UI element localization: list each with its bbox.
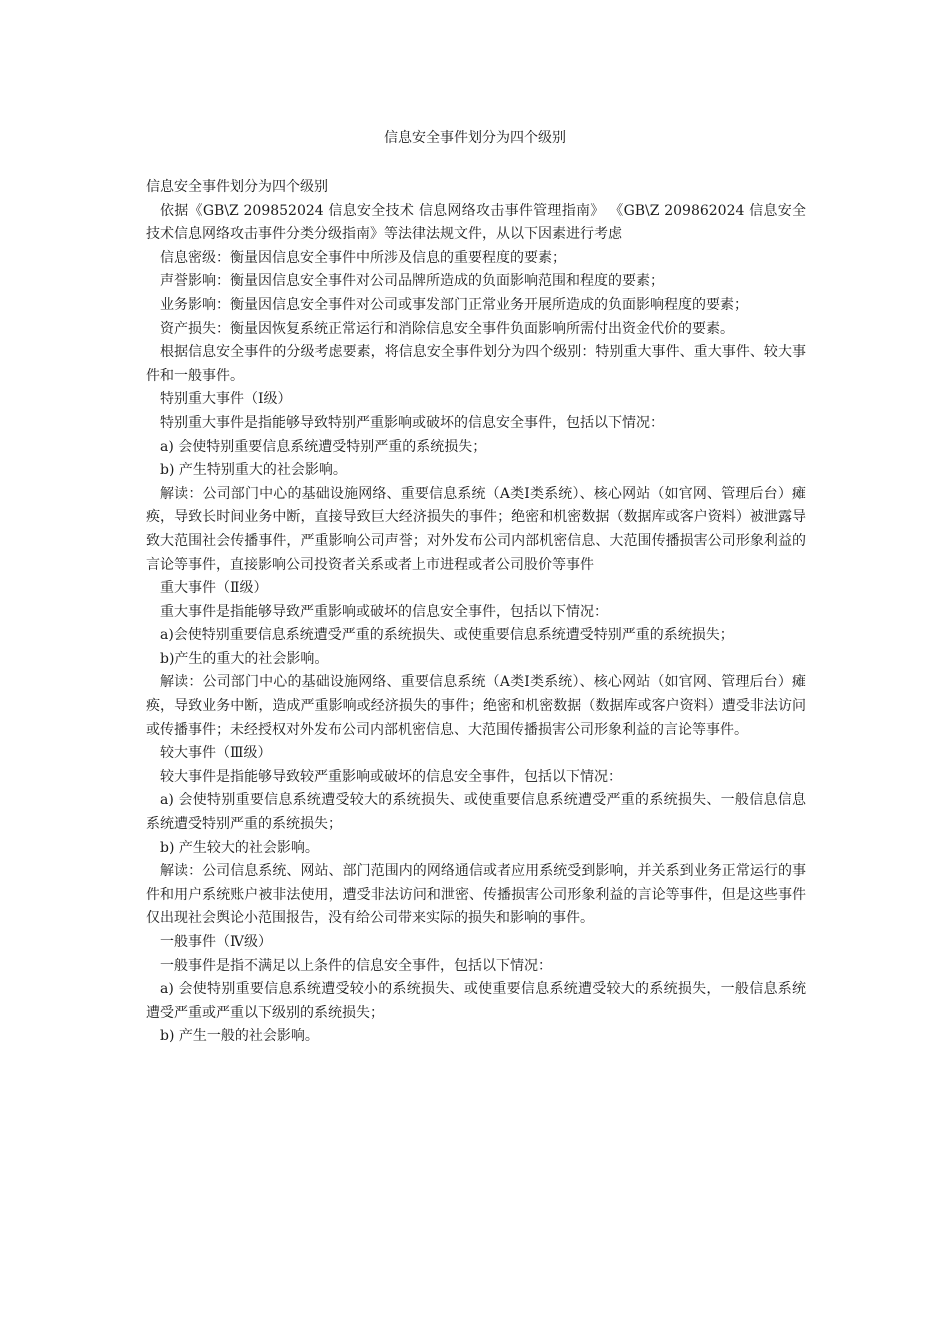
list-item-level-1-b: b) 产生特别重大的社会影响。 xyxy=(160,462,347,479)
paragraph-level-2-definition: 重大事件是指能够导致严重影响或破坏的信息安全事件，包括以下情况： xyxy=(160,603,608,620)
paragraph-factor-reputation: 声誉影响：衡量因信息安全事件对公司品牌所造成的负面影响范围和程度的要素； xyxy=(160,273,664,290)
paragraph-classification: 根据信息安全事件的分级考虑要素，将信息安全事件划分为四个级别：特别重大事件、重大事件、较大事件和一般事件。 xyxy=(146,344,806,384)
list-item-level-2-a: a)会使特别重要信息系统遭受严重的系统损失、或使重要信息系统遭受特别严重的系统损失； xyxy=(160,627,734,644)
list-item-level-4-a: a) 会使特别重要信息系统遭受较小的系统损失、或使重要信息系统遭受较大的系统损失，一般信息系统遭受严重或严重以下级别的系统损失； xyxy=(146,981,806,1021)
paragraph-level-1-interpretation: 解读：公司部门中心的基础设施网络、重要信息系统（A类Ⅰ类系统）、核心网站（如官网、管理后台）瘫痪，导致长时间业务中断，直接导致巨大经济损失的事件；绝密和机密数据（数据库或客户资料）被泄露导致大范围社会传播事件，严重影响公司声誉；对外发布公司内部机密信息、大范围传播损害公司形象利益的言论等事件，直接影响公司投资者关系或者上市进程或者公司股价等事件 xyxy=(146,485,806,573)
paragraph-factor-business: 业务影响：衡量因信息安全事件对公司或事发部门正常业务开展所造成的负面影响程度的要素； xyxy=(160,296,748,313)
paragraph-level-3-interpretation: 解读：公司信息系统、网站、部门范围内的网络通信或者应用系统受到影响，并关系到业务正常运行的事件和用户系统账户被非法使用，遭受非法访问和泄密、传播损害公司形象利益的言论等事件，但是这些事件仅出现社会舆论小范围报告，没有给公司带来实际的损失和影响的事件。 xyxy=(146,863,806,927)
section-heading-level-1: 特别重大事件（Ⅰ级） xyxy=(160,391,292,408)
section-heading-level-3: 较大事件（Ⅲ级） xyxy=(160,745,272,762)
list-item-level-3-a: a) 会使特别重要信息系统遭受较大的系统损失、或使重要信息系统遭受严重的系统损失、一般信息信息系统遭受特别严重的系统损失； xyxy=(146,792,806,833)
paragraph-level-3-definition: 较大事件是指能够导致较严重影响或破坏的信息安全事件，包括以下情况： xyxy=(160,768,622,785)
document-title: 信息安全事件划分为四个级别 xyxy=(384,130,566,146)
paragraph-heading: 信息安全事件划分为四个级别 xyxy=(146,179,328,195)
paragraph-factor-secrecy: 信息密级：衡量因信息安全事件中所涉及信息的重要程度的要素； xyxy=(160,249,566,266)
paragraph-level-2-interpretation: 解读：公司部门中心的基础设施网络、重要信息系统（A类Ⅰ类系统）、核心网站（如官网、管理后台）瘫痪，导致业务中断，造成严重影响或经济损失的事件；绝密和机密数据（数据库或客户资料）遭受非法访问或传播事件；未经授权对外发布公司内部机密信息、大范围传播损害公司形象利益的言论等事件。 xyxy=(146,674,806,738)
section-heading-level-2: 重大事件（Ⅱ级） xyxy=(160,580,268,597)
section-heading-level-4: 一般事件（Ⅳ级） xyxy=(160,934,272,950)
document-body xyxy=(146,176,806,1049)
list-item-level-2-b: b)产生的重大的社会影响。 xyxy=(160,650,329,667)
paragraph-factor-asset: 资产损失：衡量因恢复系统正常运行和消除信息安全事件负面影响所需付出资金代价的要素。 xyxy=(160,320,734,337)
list-item-level-3-b: b) 产生较大的社会影响。 xyxy=(160,839,319,856)
list-item-level-4-b: b) 产生一般的社会影响。 xyxy=(160,1028,319,1045)
paragraph-level-4-definition: 一般事件是指不满足以上条件的信息安全事件，包括以下情况： xyxy=(160,957,552,974)
paragraph-basis: 依据《GB\Z 209852024 信息安全技术 信息网络攻击事件管理指南》 《GB\Z 209862024 信息安全技术信息网络攻击事件分类分级指南》等法律法规文件，从以下因素进行考虑 xyxy=(146,202,806,243)
paragraph-level-1-definition: 特别重大事件是指能够导致特别严重影响或破坏的信息安全事件，包括以下情况： xyxy=(160,414,664,431)
list-item-level-1-a: a) 会使特别重要信息系统遭受特别严重的系统损失； xyxy=(160,438,487,455)
